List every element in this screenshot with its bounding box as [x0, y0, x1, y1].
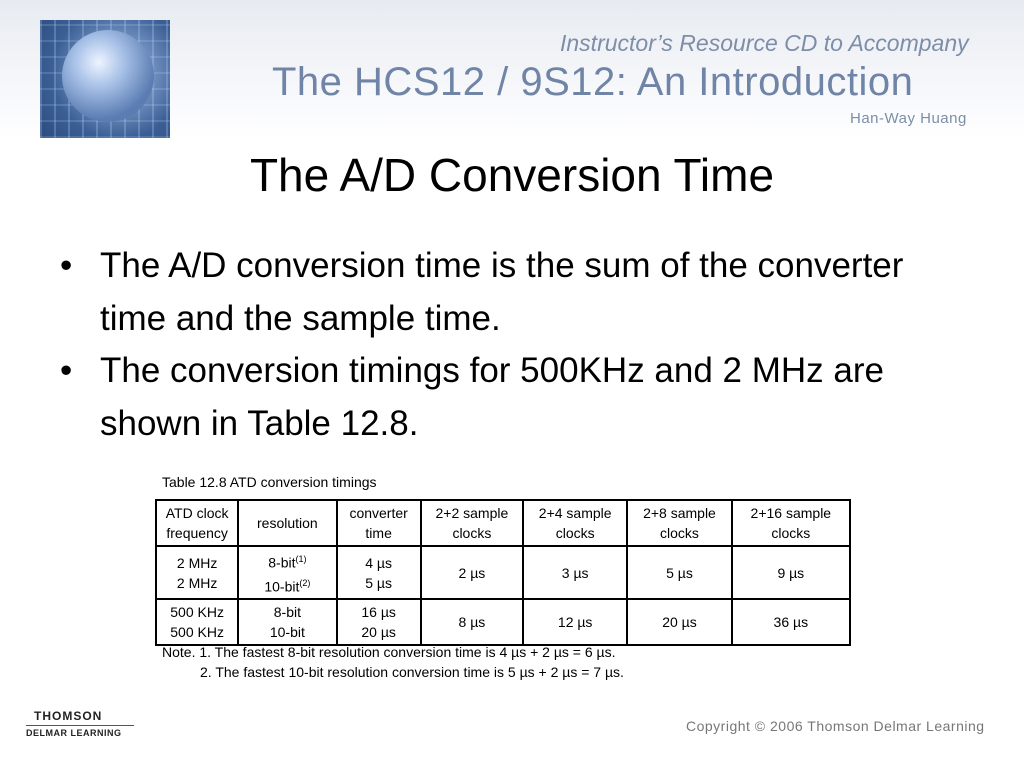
- cell-2-2-sample: 8 µs: [421, 599, 523, 645]
- cell-resolution: 8-bit 10-bit: [238, 599, 336, 645]
- book-title: The HCS12 / 9S12: An Introduction: [272, 60, 914, 104]
- cell-resolution: 8-bit$^{(1)}$ 10-bit$^{(2)}$: [238, 546, 336, 599]
- note-2: 2. The fastest 10-bit resolution conversion time is 5 µs + 2 µs = 7 µs.: [200, 664, 624, 680]
- header-2-16-sample: 2+16 sample clocks: [732, 500, 850, 546]
- table-notes: [162, 642, 624, 682]
- cell-frequency: 500 KHz 500 KHz: [156, 599, 238, 645]
- table-row: [156, 599, 850, 645]
- cell-2-8-sample: 20 µs: [627, 599, 731, 645]
- cell-2-16-sample: 9 µs: [732, 546, 850, 599]
- bullet-item: • The A/D conversion time is the sum of the converter time and the sample time.: [56, 240, 956, 345]
- header-resolution: resolution: [238, 500, 336, 546]
- header-clock-frequency: ATD clock frequency: [156, 500, 238, 546]
- publisher-logo-top: THOMSON: [34, 709, 103, 723]
- author-name: Han-Way Huang: [850, 110, 967, 127]
- conversion-timing-table: [155, 499, 851, 646]
- table-caption: Table 12.8 ATD conversion timings: [162, 474, 377, 490]
- note-1: Note. 1. The fastest 8-bit resolution conversion time is 4 µs + 2 µs = 6 µs.: [162, 644, 616, 660]
- bullet-list: [56, 240, 956, 450]
- publisher-logo-bottom: DELMAR LEARNING: [26, 728, 122, 738]
- book-cover-logo: [40, 20, 170, 138]
- cell-converter-time: 16 µs 20 µs: [337, 599, 421, 645]
- header-converter-time: converter time: [337, 500, 421, 546]
- header-2-2-sample: 2+2 sample clocks: [421, 500, 523, 546]
- slide-title: The A/D Conversion Time: [249, 149, 775, 201]
- cell-frequency: 2 MHz 2 MHz: [156, 546, 238, 599]
- publisher-logo-divider: [26, 725, 134, 726]
- bullet-icon: •: [60, 351, 73, 390]
- header-2-8-sample: 2+8 sample clocks: [627, 500, 731, 546]
- cell-2-4-sample: 12 µs: [523, 599, 627, 645]
- bullet-item: • The conversion timings for 500KHz and 2 MHz are shown in Table 12.8.: [56, 345, 956, 450]
- cell-2-16-sample: 36 µs: [732, 599, 850, 645]
- table-header-row: [156, 500, 850, 546]
- cell-2-8-sample: 5 µs: [627, 546, 731, 599]
- header-banner: [0, 0, 1024, 140]
- cell-converter-time: 4 µs 5 µs: [337, 546, 421, 599]
- publisher-logo: [26, 706, 136, 742]
- bullet-icon: •: [60, 246, 73, 285]
- header-subtitle: Instructor’s Resource CD to Accompany: [560, 30, 969, 56]
- cell-2-4-sample: 3 µs: [523, 546, 627, 599]
- header-2-4-sample: 2+4 sample clocks: [523, 500, 627, 546]
- copyright-notice: Copyright © 2006 Thomson Delmar Learning: [686, 718, 985, 734]
- cell-2-2-sample: 2 µs: [421, 546, 523, 599]
- table-row: [156, 546, 850, 599]
